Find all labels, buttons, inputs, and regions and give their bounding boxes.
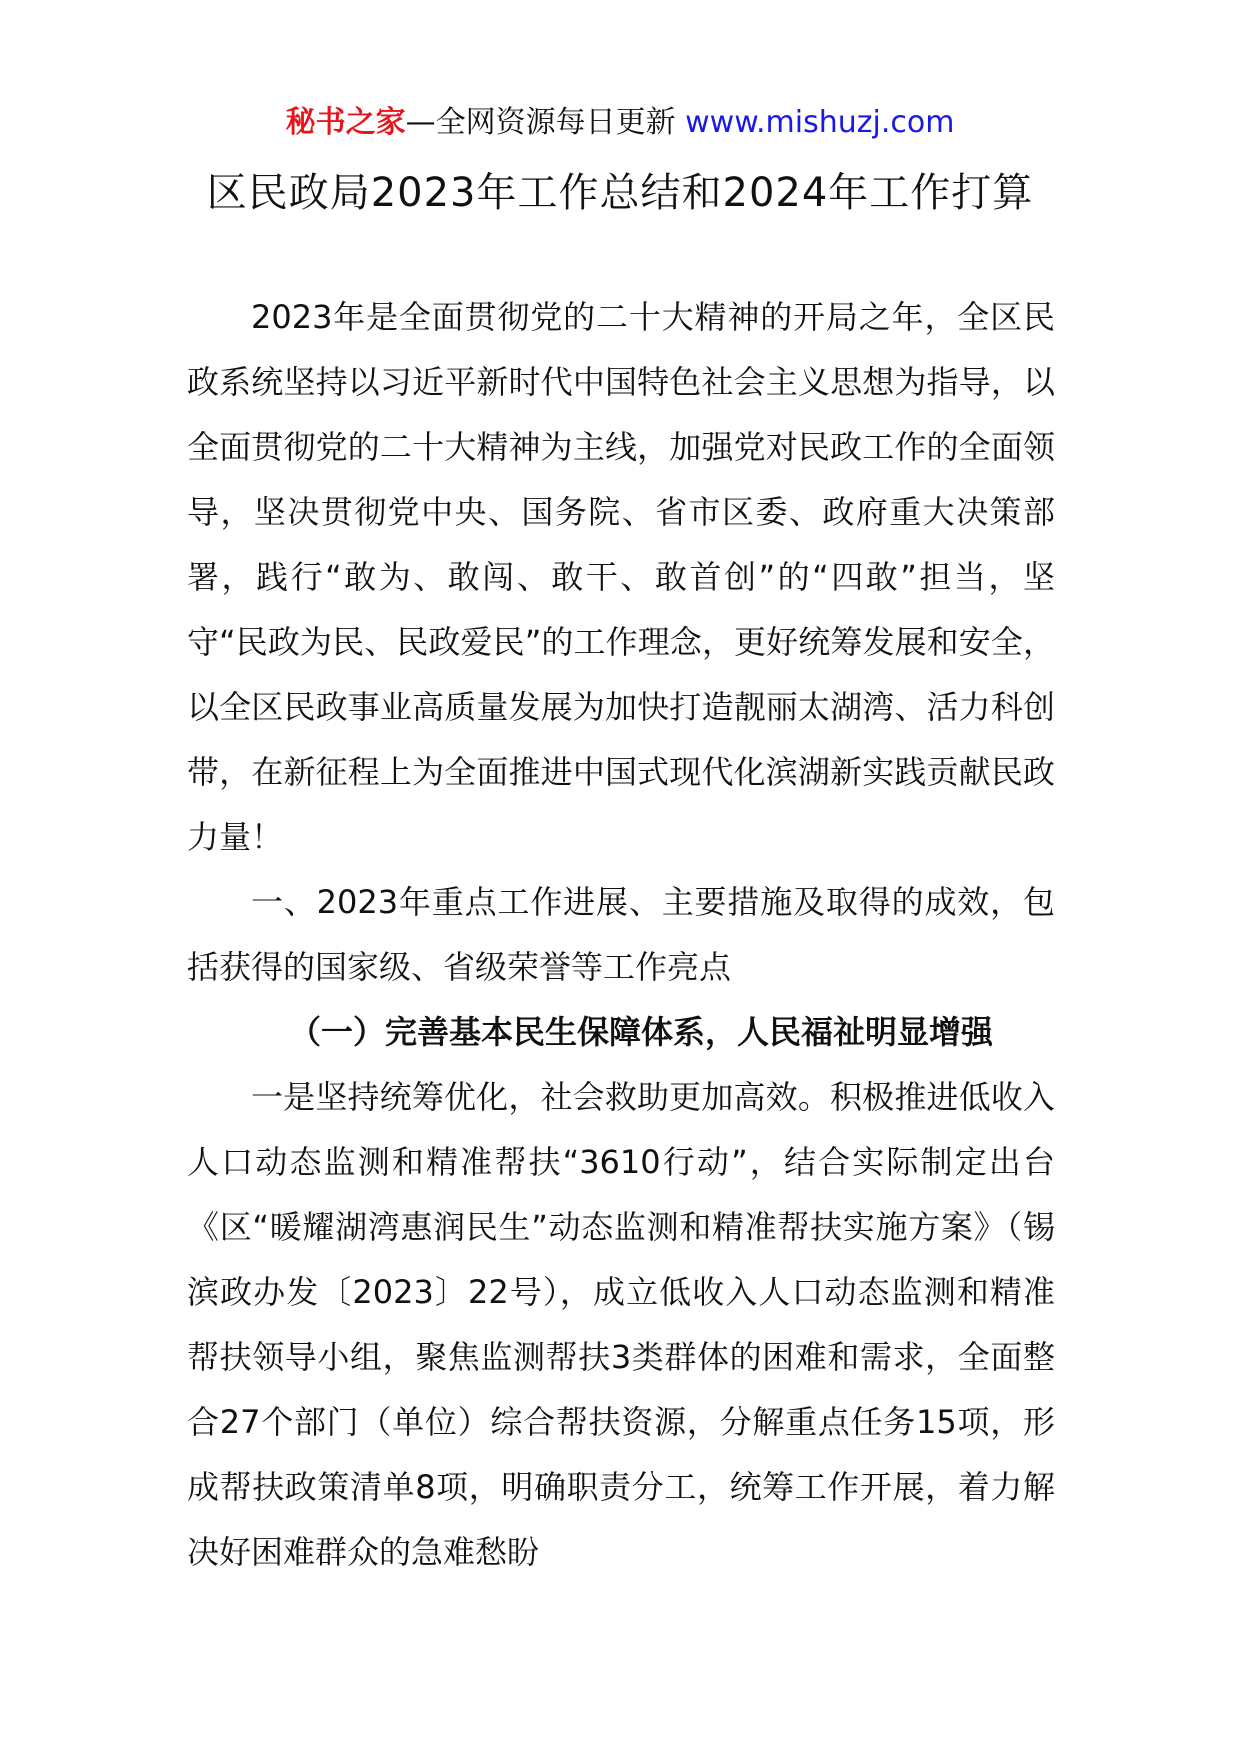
- document-body: [187, 285, 1055, 1585]
- intro-paragraph: 2023年是全面贯彻党的二十大精神的开局之年，全区民政系统坚持以习近平新时代中国特色社会主义思想为指导，以全面贯彻党的二十大精神为主线，加强党对民政工作的全面领导，坚决贯彻党中央、国务院、省市区委、政府重大决策部署，践行“敢为、敢闯、敢干、敢首创”的“四敢”担当，坚守“民政为民、民政爱民”的工作理念，更好统筹发展和安全，以全区民政事业高质量发展为加快打造靓丽太湖湾、活力科创带，在新征程上为全面推进中国式现代化滨湖新实践贡献民政力量！: [187, 298, 1055, 856]
- subsection-one-heading: （一）完善基本民生保障体系，人民福祉明显增强: [288, 1013, 993, 1051]
- site-header: [0, 103, 1240, 143]
- site-url-link[interactable]: www.mishuzj.com: [685, 105, 955, 140]
- document-title: 区民政局2023年工作总结和2024年工作打算: [206, 170, 1034, 216]
- site-tagline: —全网资源每日更新: [405, 105, 676, 140]
- subsection-one-paragraph: 一是坚持统筹优化，社会救助更加高效。积极推进低收入人口动态监测和精准帮扶“3610行动”，结合实际制定出台《区“暖耀湖湾惠润民生”动态监测和精准帮扶实施方案》（锡滨政办发〔2023〕22号），成立低收入人口动态监测和精准帮扶领导小组，聚焦监测帮扶3类群体的困难和需求，全面整合27个部门（单位）综合帮扶资源，分解重点任务15项，形成帮扶政策清单8项，明确职责分工，统筹工作开展，着力解决好困难群众的急难愁盼: [187, 1078, 1055, 1571]
- site-name: 秘书之家: [285, 105, 406, 140]
- section-one-heading: 一、2023年重点工作进展、主要措施及取得的成效，包括获得的国家级、省级荣誉等工作亮点: [187, 883, 1055, 986]
